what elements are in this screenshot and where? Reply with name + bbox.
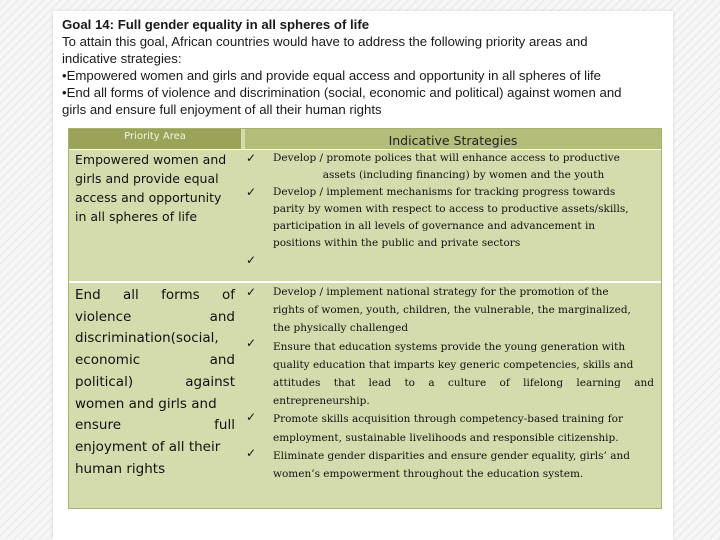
strategy-line: the physically challenged	[273, 322, 409, 335]
area-line: human rights	[75, 460, 166, 477]
strategies-cell	[273, 150, 654, 252]
header-priority-area: Priority Area	[69, 129, 241, 149]
strategy-line: assets (including financing) by women and the youth	[322, 169, 605, 181]
strategy-line: Develop / implement national strategy for the promotion of the	[273, 286, 609, 298]
strategy-line: employment, sustainable livelihoods and responsible citizenship.	[273, 431, 619, 444]
strategy-line: entrepreneurship.	[273, 395, 370, 408]
strategy-table	[68, 128, 662, 509]
check-icon: ✓	[246, 410, 257, 424]
check-icon: ✓	[246, 253, 257, 267]
check-icon: ✓	[246, 151, 257, 165]
priority-area-cell	[75, 150, 235, 226]
strategies-cell	[273, 283, 654, 483]
strategy-line: Eliminate gender disparities and ensure gender equality, girls’ and	[273, 449, 630, 462]
table-row	[69, 150, 661, 283]
check-icon: ✓	[246, 336, 257, 350]
check-icon: ✓	[246, 446, 257, 460]
strategy-line: Develop / promote polices that will enhance access to productive	[273, 152, 620, 164]
table-header	[69, 129, 661, 150]
area-line: women and girls and	[75, 395, 217, 412]
strategy-line: women’s empowerment throughout the education system.	[273, 468, 584, 481]
priority-area-cell	[75, 285, 235, 480]
strategy-line: attitudes that lead to a culture of lifelong learning and	[273, 377, 654, 390]
area-line: enjoyment of all their	[75, 438, 221, 455]
check-icon: ✓	[246, 185, 257, 199]
intro-line: girls and ensure full enjoyment of all their human rights	[62, 102, 382, 117]
table-row	[69, 283, 661, 509]
area-line: End all forms of	[75, 287, 235, 303]
area-line: violence and	[75, 308, 235, 325]
intro-bullet-1: •Empowered women and girls and provide equal access and opportunity in all spheres of life	[62, 68, 602, 83]
strategy-line: rights of women, youth, children, the vulnerable, the marginalized,	[273, 304, 631, 317]
goal-title: Goal 14: Full gender equality in all spheres of life	[62, 17, 370, 32]
area-line: Empowered women and	[75, 152, 227, 167]
area-line: girls and provide equal	[75, 171, 219, 186]
strategy-line: Promote skills acquisition through competency-based training for	[273, 413, 623, 426]
area-line: economic and	[75, 352, 235, 369]
strategy-line: Develop / implement mechanisms for tracking progress towards	[273, 186, 616, 198]
intro-line: indicative strategies:	[62, 51, 182, 66]
intro-bullet-2: •End all forms of violence and discrimination (social, economic and political) against women and	[62, 85, 622, 100]
header-indicative-strategies: Indicative Strategies	[245, 129, 661, 149]
intro-line: To attain this goal, African countries would have to address the following priority areas and	[62, 34, 588, 49]
check-icon: ✓	[246, 285, 257, 299]
area-line: discrimination(social,	[75, 330, 219, 347]
area-line: political) against	[75, 373, 235, 390]
strategy-line: Ensure that education systems provide the young generation with	[273, 340, 626, 353]
area-line: access and opportunity	[75, 190, 222, 205]
strategy-line: parity by women with respect to access to productive assets/skills,	[273, 203, 629, 215]
intro-text	[62, 16, 662, 118]
area-line: in all spheres of life	[75, 209, 198, 224]
strategy-line: participation in all levels of governance and advancement in	[273, 220, 596, 232]
area-line: ensure full	[75, 417, 235, 434]
strategy-line: quality education that imparts key generic competencies, skills and	[273, 358, 634, 371]
strategy-line: positions within the public and private sectors	[273, 237, 521, 249]
